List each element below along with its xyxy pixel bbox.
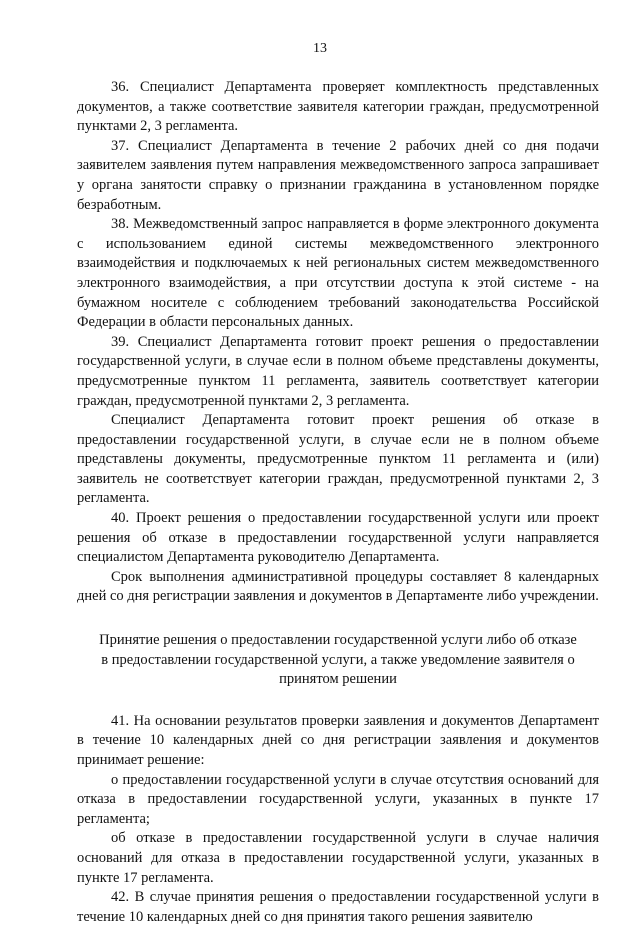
paragraph-39: 39. Специалист Департамента готовит проект решения о предоставлении государственной услуги, в случае если в полном объеме представлены документы, предусмотренные пунктом 11 регламента, заявитель соответствует категории граждан, предусмотренной пунктами 2, 3 регламента. (77, 333, 599, 409)
section-heading: Принятие решения о предоставлении государственной услуги либо об отказе в предоставлении государственной услуги, а также уведомление заявителя о принятом решении (99, 632, 577, 688)
paragraph-38: 38. Межведомственный запрос направляется в форме электронного документа с использованием единой системы межведомственного электронного взаимодействия и подключаемых к ней региональных систем межведомственного электронного взаимодействия, а при отсутствии доступа к этой системе - на бумажном носителе с соблюдением требований законодательства Российской Федерации в области персональных данных. (77, 216, 599, 331)
paragraph-41-grant: о предоставлении государственной услуги в случае отсутствия оснований для отказа в предоставлении государственной услуги, указанных в пункте 17 регламента; (77, 771, 599, 827)
page-number: 13 (313, 41, 327, 56)
paragraph-41: 41. На основании результатов проверки заявления и документов Департамент в течение 10 календарных дней со дня регистрации заявления и документов принимает решение: (77, 712, 599, 768)
paragraph-36: 36. Специалист Департамента проверяет комплектность представленных документов, а также соответствие заявителя категории граждан, предусмотренной пунктами 2, 3 регламента. (77, 79, 599, 135)
paragraph-40-deadline: Срок выполнения административной процедуры составляет 8 календарных дней со дня регистрации заявления и документов в Департаменте либо учреждении. (77, 568, 599, 605)
paragraph-37: 37. Специалист Департамента в течение 2 рабочих дней со дня подачи заявителем заявления путем направления межведомственного запроса запрашивает у органа занятости справку о признании гражданина в установленном порядке безработным. (77, 137, 599, 213)
paragraph-42: 42. В случае принятия решения о предоставлении государственной услуги в течение 10 календарных дней со дня принятия такого решения заявителю (77, 889, 599, 925)
document-body (77, 78, 599, 927)
paragraph-41-refusal: об отказе в предоставлении государственной услуги в случае наличия оснований для отказа в предоставлении государственной услуги, указанных в пункте 17 регламента. (77, 830, 599, 886)
paragraph-40: 40. Проект решения о предоставлении государственной услуги или проект решения об отказе в предоставлении государственной услуги направляется специалистом Департамента руководителю Департамента. (77, 510, 599, 566)
paragraph-39-refusal: Специалист Департамента готовит проект решения об отказе в предоставлении государственной услуги, в случае если не в полном объеме представлены документы, предусмотренные пунктом 11 регламента и (или) заявитель не соответствует категории граждан, предусмотренной пунктами 2, 3 регламента. (77, 412, 599, 507)
